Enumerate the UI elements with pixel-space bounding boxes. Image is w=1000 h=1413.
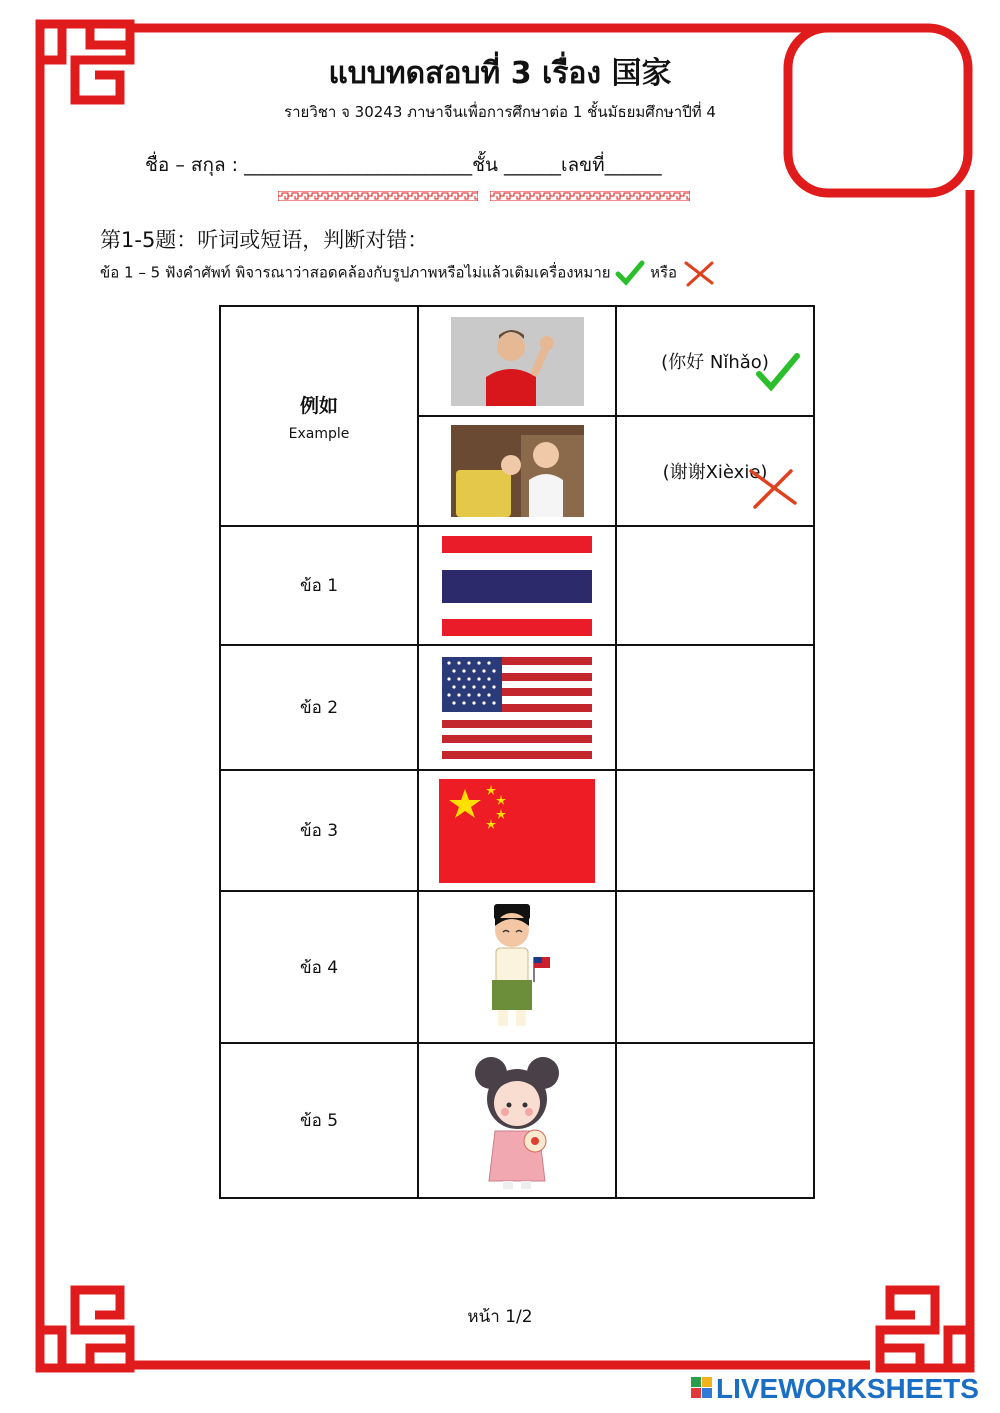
instruction-thai-text: ข้อ 1 – 5 ฟังคำศัพท์ พิจารณาว่าสอดคล้องกับรูปภาพหรือไม่แล้วเติมเครื่องหมาย (100, 263, 611, 282)
japanese-girl-illustration (465, 1051, 569, 1191)
page-subtitle: รายวิชา จ 30243 ภาษาจีนเพื่อการศึกษาต่อ 1 ชั้นมัธยมศึกษาปีที่ 4 (284, 103, 716, 121)
answer-cell-2[interactable] (616, 645, 814, 770)
example-label-chinese: 例如 (299, 394, 338, 417)
example-label-english: Example (288, 425, 350, 442)
page-number: หน้า 1/2 (467, 1307, 533, 1327)
question-instruction-chinese: 第1-5题：听词或短语，判断对错： (100, 228, 429, 252)
example-label-cell (220, 306, 418, 526)
item-label-3: ข้อ 3 (220, 770, 418, 891)
item-image-cell-2 (418, 645, 616, 770)
example-answer-cell-1 (616, 306, 814, 416)
page-title: แบบทดสอบที่ 3 เรื่อง 国家 (328, 56, 672, 91)
answer-cell-4[interactable] (616, 891, 814, 1043)
example-answer-nihao: (你好 Nǐhǎo) (661, 352, 769, 373)
answer-table (219, 305, 815, 1199)
example-answer-cell-2 (616, 416, 814, 526)
name-line: ชื่อ – สกุล : ________________________ชั้น ______เลขที่______ (145, 154, 662, 176)
item-image-cell-3 (418, 770, 616, 891)
item-label-4: ข้อ 4 (220, 891, 418, 1043)
cross-icon (747, 467, 799, 509)
liveworksheets-brand[interactable]: LIVEWORKSHEETS (716, 1373, 979, 1404)
answer-cell-3[interactable] (616, 770, 814, 891)
greek-key-divider-left (278, 191, 478, 201)
item-label-1: ข้อ 1 (220, 526, 418, 645)
waving-boy-photo (451, 317, 584, 406)
item-image-cell-5 (418, 1043, 616, 1198)
usa-flag (442, 657, 592, 759)
item-image-cell-4 (418, 891, 616, 1043)
thailand-flag (442, 536, 592, 636)
delivery-person-photo (451, 425, 584, 517)
china-flag (439, 779, 595, 883)
check-icon (755, 352, 801, 392)
answer-cell-5[interactable] (616, 1043, 814, 1198)
malaysian-boy-illustration (472, 902, 562, 1032)
example-image-cell-2 (418, 416, 616, 526)
greek-key-divider-right (490, 191, 690, 201)
item-label-2: ข้อ 2 (220, 645, 418, 770)
item-label-5: ข้อ 5 (220, 1043, 418, 1198)
cross-icon (682, 259, 716, 287)
instruction-or-word: หรือ (650, 263, 678, 282)
question-instruction-thai (100, 259, 716, 287)
answer-cell-1[interactable] (616, 526, 814, 645)
check-icon (615, 260, 645, 286)
example-answer-xiexie: (谢谢Xièxie) (662, 462, 768, 483)
item-image-cell-1 (418, 526, 616, 645)
example-image-cell-1 (418, 306, 616, 416)
liveworksheets-logo-icon (691, 1377, 713, 1403)
